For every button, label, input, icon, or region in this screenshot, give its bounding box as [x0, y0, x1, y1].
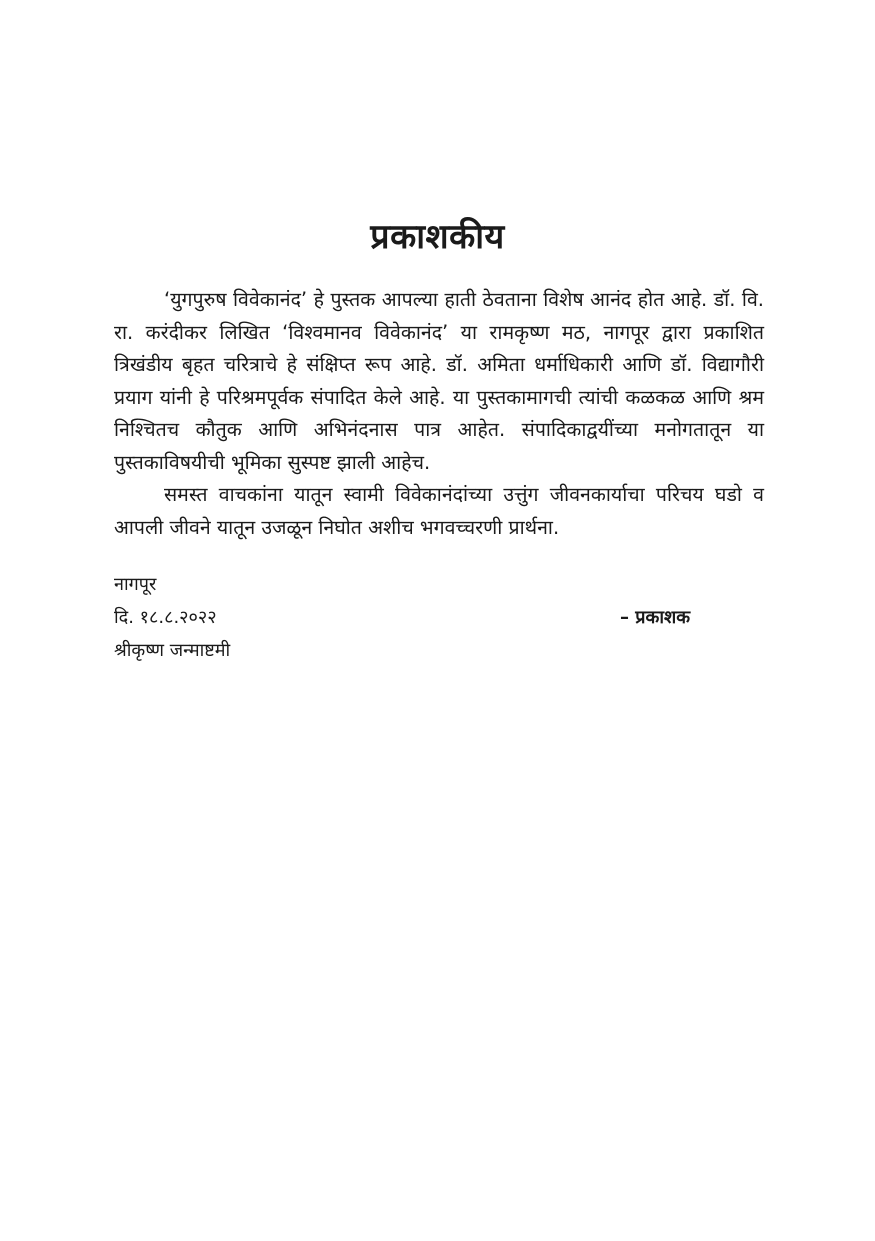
- place-text: नागपूर: [114, 574, 157, 595]
- publisher-signature: – प्रकाशक: [620, 607, 691, 628]
- body-text: [114, 284, 764, 544]
- paragraph-1: ‘युगपुरुष विवेकानंद’ हे पुस्तक आपल्या हाती ठेवताना विशेष आनंद होत आहे. डॉ. वि. रा. करंदीकर लिखित ‘विश्वमानव विवेकानंद’ या रामकृष्ण मठ, नागपूर द्वारा प्रकाशित त्रिखंडीय बृहत चरित्राचे हे संक्षिप्त रूप आहे. डॉ. अमिता धर्माधिकारी आणि डॉ. विद्यागौरी प्रयाग यांनी हे परिश्रमपूर्वक संपादित केले आहे. या पुस्तकामागची त्यांची कळकळ आणि श्रम निश्चितच कौतुक आणि अभिनंदनास पात्र आहेत. संपादिकाद्वयींच्या मनोगतातून या पुस्तकाविषयीची भूमिका सुस्पष्ट झाली आहेच.: [114, 288, 764, 474]
- date-text: दि. १८.८.२०२२: [114, 607, 217, 628]
- page-title: प्रकाशकीय: [370, 217, 505, 257]
- paragraph-2: समस्त वाचकांना यातून स्वामी विवेकानंदांच्या उत्तुंग जीवनकार्याचा परिचय घडो व आपली जीवने यातून उजळून निघोत अशीच भगवच्चरणी प्रार्थना.: [114, 483, 764, 539]
- occasion-text: श्रीकृष्ण जन्माष्टमी: [114, 640, 231, 661]
